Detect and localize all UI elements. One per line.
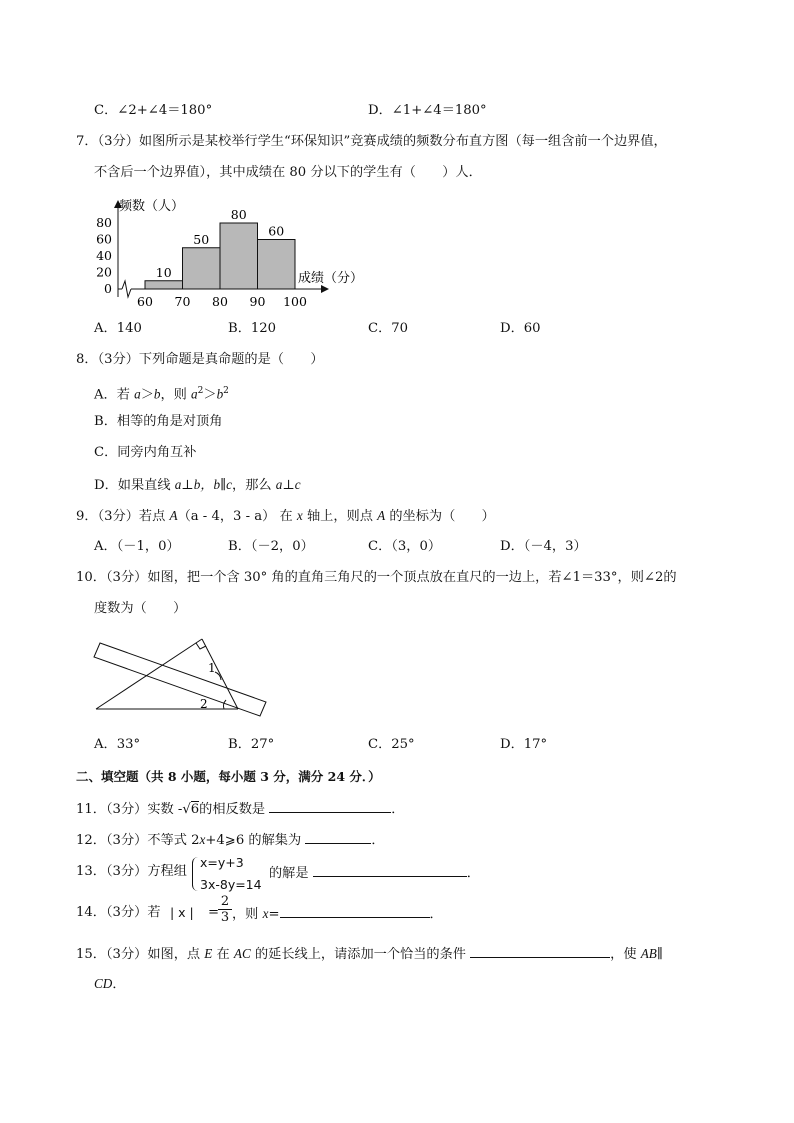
frequency-histogram bbox=[88, 193, 388, 313]
q10-option-d: D．17° bbox=[500, 737, 548, 752]
q11-stem: 11．（3分）实数 -√6的相反数是 ． bbox=[76, 802, 405, 817]
y-tick-label-0: 0 bbox=[104, 281, 112, 296]
q13-equation-1: x=y+3 bbox=[200, 855, 244, 870]
q7-stem-line1: 7．（3分）如图所示是某校举行学生“环保知识”竞赛成绩的频数分布直方图（每一组含前一个边界值， bbox=[76, 134, 667, 149]
histogram-bar-90-100 bbox=[258, 240, 296, 290]
ruler-triangle-figure bbox=[90, 632, 280, 722]
histogram-bar-60-70 bbox=[145, 281, 183, 289]
q13-stem-post: 的解是 ． bbox=[269, 866, 480, 881]
q12-answer-blank[interactable] bbox=[305, 831, 371, 844]
fraction-numerator: 2 bbox=[220, 894, 230, 909]
q9-option-b: B．（－2，0） bbox=[228, 539, 314, 554]
q9-option-c: C．（3，0） bbox=[368, 539, 442, 554]
x-axis-label: 成绩（分） bbox=[298, 271, 364, 286]
equation-system-brace bbox=[192, 857, 199, 891]
q8-option-c: C．同旁内角互补 bbox=[94, 445, 197, 460]
q10-option-c: C．25° bbox=[368, 737, 415, 752]
q6-option-d: D．∠1+∠4＝180° bbox=[368, 103, 487, 118]
section-title-fill-in: 二、填空题（共 8 小题，每小题 3 分，满分 24 分．） bbox=[76, 769, 381, 784]
q13-equation-2: 3x-8y=14 bbox=[200, 877, 262, 892]
q13-stem-pre: 13．（3分）方程组 bbox=[76, 864, 187, 879]
q10-stem-line2: 度数为（ ） bbox=[94, 601, 187, 616]
q14-fraction bbox=[218, 894, 232, 925]
x-tick-label-100: 100 bbox=[283, 294, 307, 309]
q8-option-b: B．相等的角是对顶角 bbox=[94, 414, 223, 429]
x-tick-label-70: 70 bbox=[174, 294, 191, 309]
q10-stem-line1: 10．（3分）如图，把一个含 30° 角的直角三角尺的一个顶点放在直尺的一边上，若∠1＝33°，则∠2的 bbox=[76, 570, 677, 585]
q15-answer-blank[interactable] bbox=[470, 945, 610, 958]
histogram-bar-70-80 bbox=[183, 248, 221, 289]
q9-stem: 9．（3分）若点 A（a - 4，3 - a） 在 x 轴上，则点 A 的坐标为（ ） bbox=[76, 508, 495, 524]
y-tick-label-80: 80 bbox=[96, 215, 112, 230]
q7-option-a: A．140 bbox=[94, 321, 142, 336]
sqrt-sign: √ bbox=[182, 802, 191, 817]
q10-option-a: A．33° bbox=[94, 737, 141, 752]
q14-answer-blank[interactable] bbox=[280, 905, 430, 918]
angle-2-arc bbox=[224, 700, 226, 709]
y-tick-label-60: 60 bbox=[96, 231, 112, 247]
q7-option-b: B．120 bbox=[228, 321, 277, 336]
q14-abs-x: | x | bbox=[170, 905, 194, 920]
x-tick-label-90: 90 bbox=[249, 294, 266, 309]
q9-option-a: A．（－1，0） bbox=[94, 539, 180, 554]
y-axis-label: 频数（人） bbox=[119, 199, 185, 214]
x-tick-label-80: 80 bbox=[212, 294, 228, 309]
q8-option-d: D．如果直线 a⊥b，b∥c，那么 a⊥c bbox=[94, 477, 301, 493]
histogram-bar-80-90 bbox=[220, 223, 258, 289]
q12-stem: 12．（3分）不等式 2x+4⩾6 的解集为 ． bbox=[76, 832, 385, 848]
fraction-denominator: 3 bbox=[218, 909, 232, 925]
angle-1-label: 1 bbox=[208, 661, 216, 675]
q14-stem-post: ，则 x= ． bbox=[232, 906, 443, 922]
x-tick-label-60: 60 bbox=[137, 294, 153, 309]
q7-option-d: D．60 bbox=[500, 321, 541, 336]
bar-value-label: 60 bbox=[268, 223, 285, 239]
q7-option-c: C．70 bbox=[368, 321, 409, 336]
q8-option-a: A．若 a＞b，则 $a^2>b^2$ bbox=[94, 386, 229, 403]
q15-stem-line1: 15．（3分）如图，点 E 在 AC 的延长线上，请添加一个恰当的条件 ，使 AB∥ bbox=[76, 946, 663, 962]
axis-break bbox=[122, 281, 131, 297]
bar-value-label: 50 bbox=[193, 231, 210, 247]
q6-option-c: C．∠2+∠4＝180° bbox=[94, 103, 213, 118]
q14-stem-pre: 14．（3分）若 bbox=[76, 905, 161, 920]
q7-stem-line2: 不含后一个边界值），其中成绩在 80 分以下的学生有（ ）人． bbox=[94, 165, 482, 180]
angle-2-label: 2 bbox=[200, 697, 208, 711]
bar-value-label: 10 bbox=[155, 264, 172, 280]
q10-option-b: B．27° bbox=[228, 737, 275, 752]
bar-value-label: 80 bbox=[230, 207, 247, 222]
y-tick-label-40: 40 bbox=[96, 248, 112, 263]
q15-stem-line2: CD． bbox=[94, 976, 126, 992]
q11-answer-blank[interactable] bbox=[269, 800, 391, 813]
q14-equals: = bbox=[208, 905, 220, 920]
q8-stem: 8．（3分）下列命题是真命题的是（ ） bbox=[76, 352, 324, 367]
q9-option-d: D．（－4，3） bbox=[500, 539, 587, 554]
y-tick-label-20: 20 bbox=[96, 264, 112, 280]
q13-answer-blank[interactable] bbox=[313, 864, 467, 877]
